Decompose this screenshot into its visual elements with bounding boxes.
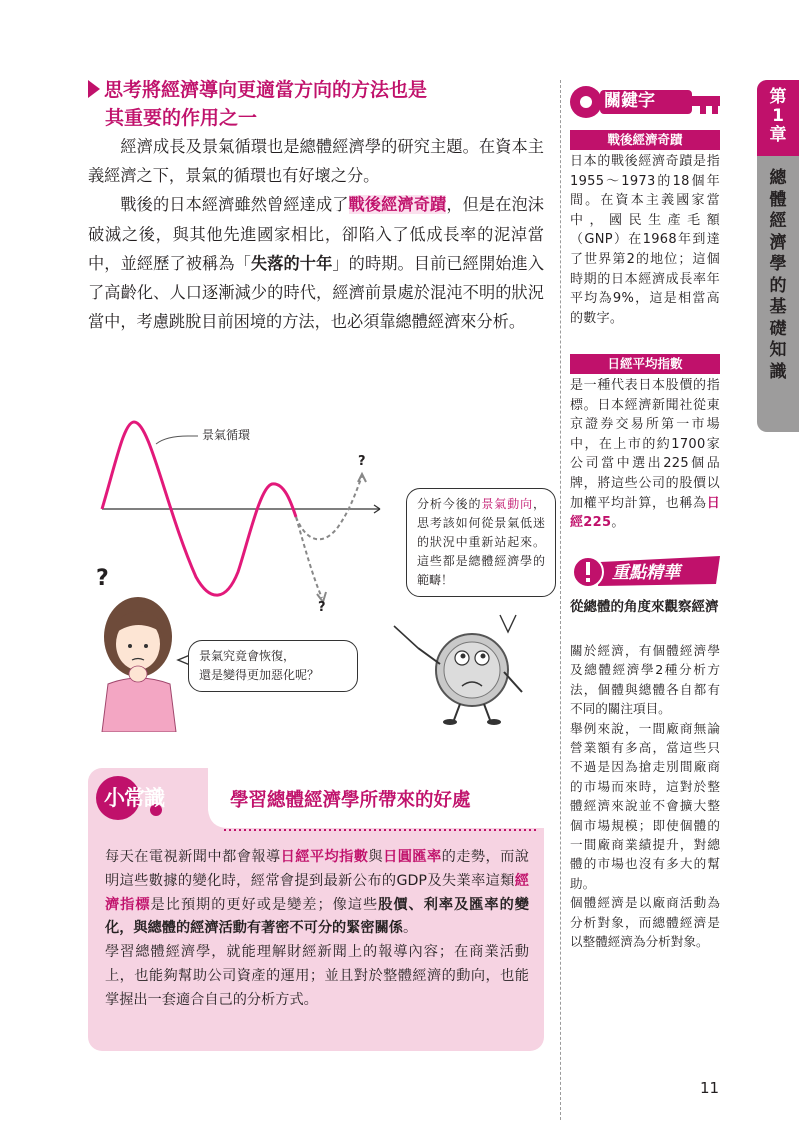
section-heading [88,76,538,132]
point-subtitle: 從總體的角度來觀察經濟 [570,599,719,615]
keyword-2-title: 日經平均指數 [570,354,720,374]
question-mark-decline: ? [318,600,326,615]
right-bubble-tail [500,615,516,632]
tip-badge: 小常識 [104,786,164,810]
chapter-number: 第 1 章 [769,87,787,145]
column-divider [560,80,561,1120]
body-paragraph-2: 戰後的日本經濟雖然曾經達成了戰後經濟奇蹟，但是在泡沫破滅之後，與其他先進國家相比，卻陷入了低成長率的泥淖當中，並經歷了被稱為「失落的十年」的時期。目前已經開始進入了高齡化、人口逐漸減少的時代，經濟前景處於混沌不明的狀況當中，考慮跳脫目前困境的方法，也必須靠總體經濟來分析。 [88,195,545,332]
keyword-lost-decade: 失落的十年 [250,253,333,273]
decline-dashed-line [296,517,322,598]
keyword-cycle-trend: 景氣動向 [481,497,533,511]
worried-woman-illustration [102,597,176,732]
business-cycle-diagram [88,402,548,732]
keyword-1-text: 日本的戰後經濟奇蹟是指1955～1973的18個年間。在資本主義國家當中，國民生產毛額（GNP）在1968年到達了世界第2的地位；這個時期的日本經濟成長率年平均為9%，這是相當高的數字。 [570,154,720,326]
tip-title: 學習總體經濟學所帶來的好處 [230,790,471,811]
chapter-title: 總 體 經 濟 學 的 基 礎 知 識 [769,168,787,382]
question-mark-woman: ? [96,566,109,591]
recovery-dashed-line [296,476,362,539]
tip-paragraph-2: 學習總體經濟學，就能理解財經新聞上的報導內容；在商業活動上，也能夠幫助公司資產的運用；並且對於整體經濟的動向，也能掌握出一套適合自己的分析方式。 [105,944,529,1008]
keyword-1-title: 戰後經濟奇蹟 [570,130,720,150]
triangle-bullet-icon [88,80,100,98]
keyword-postwar-miracle: 戰後經濟奇蹟 [348,195,447,215]
heading-line1: 思考將經濟導向更適當方向的方法也是 [104,79,428,101]
curve-label: 景氣循環 [202,428,251,442]
page-number: 11 [700,1079,720,1097]
label-leader-line [156,436,198,444]
question-mark-recovery: ? [358,454,366,469]
coin-character-illustration [394,626,522,725]
body-text [88,132,544,336]
point-badge-label: 重點精華 [612,563,680,583]
speech-bubble-coin: 分析今後的景氣動向，思考該如何從景氣低迷的狀況中重新站起來。這些都是總體經濟學的範疇！ [406,488,556,597]
tip-paragraph-1: 每天在電視新聞中都會報導日經平均指數與日圓匯率的走勢，而說明這些數據的變化時，經常會提到最新公布的GDP及失業率這類經濟指標是比預期的更好或是變差；像這些股價、利率及匯率的變化，與總體的經濟活動有著密不可分的緊密關係。 [105,849,529,937]
keyword-badge-label: 關鍵字 [604,91,655,111]
keyword-2-text: 是一種代表日本股價的指標。日本經濟新聞社從東京證券交易所第一市場中，在上市的約1700家公司當中選出225個品牌，將這些公司的股價以加權平均計算，也稱為日經225。 [570,378,720,531]
body-paragraph-1: 經濟成長及景氣循環也是總體經濟學的研究主題。在資本主義經濟之下，景氣的循環也有好壞之分。 [88,137,544,186]
heading-line2: 其重要的作用之一 [105,107,258,129]
speech-bubble-woman: 景氣究竟會恢復， 還是變得更加惡化呢？ [188,640,358,692]
up-arrow-icon [358,474,366,482]
point-body: 關於經濟，有個體經濟學及總體經濟學2種分析方法，個體與總體各自都有不同的關注項目。 舉例來說，一間廠商無論營業額有多高，當這些只不過是因為搶走別間廠商的市場而來時，這對於整體經濟來說並不會擴大整個市場規模；即使個體的一間廠商業績提升，對總體的市場也沒有多大的幫助。 個體經濟是以廠商活動為分析對象，而總體經濟是以整體經濟為分析對象。 [570,643,720,950]
tip-body [105,846,529,1013]
